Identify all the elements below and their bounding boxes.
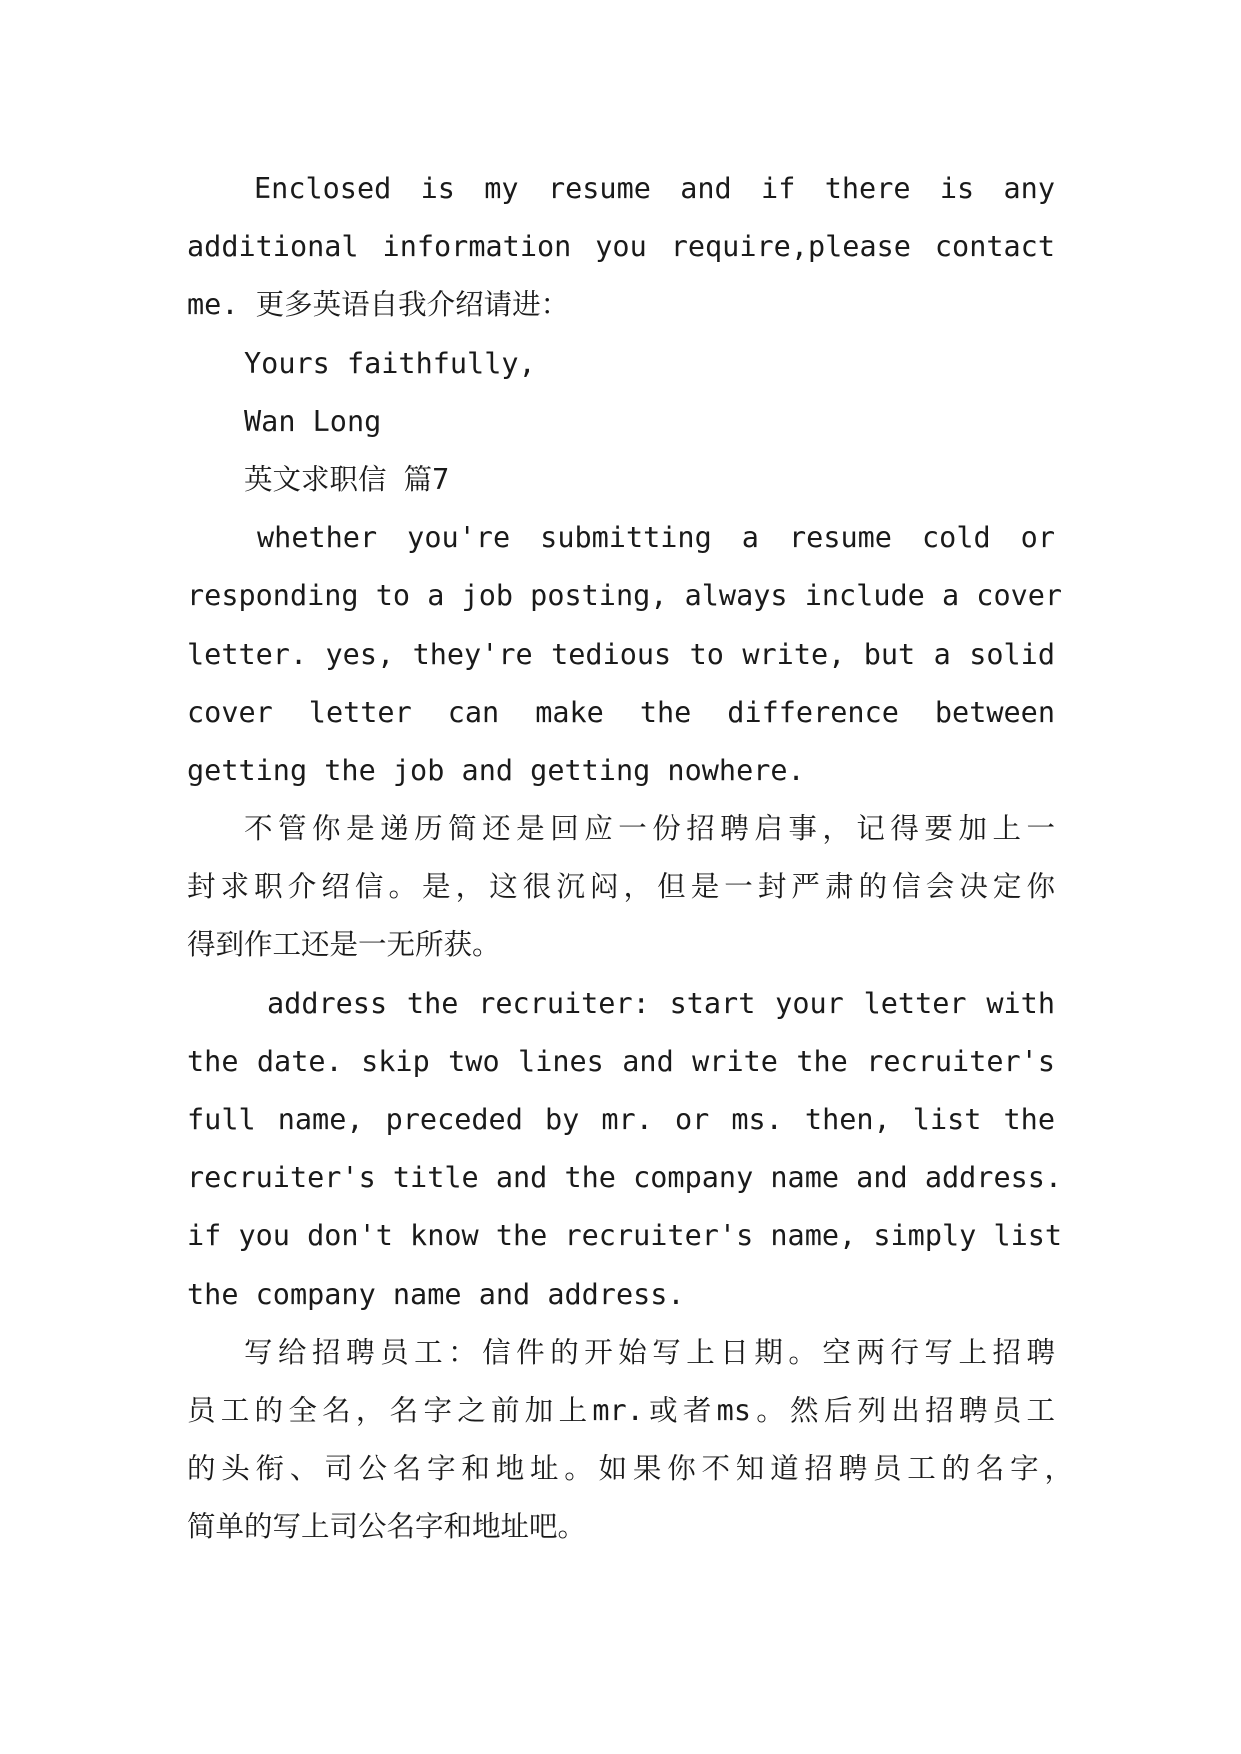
text-line: 不管你是递历简还是回应一份招聘启事，记得要加上一 bbox=[244, 812, 1055, 846]
text-line: letter. yes, they're tedious to write, but a solid bbox=[187, 637, 1055, 671]
text-line: if you don't know the recruiter's name, simply list bbox=[187, 1219, 1063, 1253]
text-line: responding to a job posting, always include a cover bbox=[187, 579, 1063, 613]
text-line: full name, preceded by mr. or ms. then, list the bbox=[187, 1103, 1055, 1136]
text-line: me. 更多英语自我介绍请进： bbox=[187, 288, 570, 322]
text-line: address the recruiter: start your letter with bbox=[267, 986, 1055, 1020]
text-line: recruiter's title and the company name and address. bbox=[187, 1161, 1063, 1195]
text-line: getting the job and getting nowhere. bbox=[187, 753, 805, 787]
text-line: cover letter can make the difference between bbox=[187, 695, 1055, 729]
text-line: the company name and address. bbox=[187, 1277, 685, 1311]
text-line: 的头衔、司公名字和地址。如果你不知道招聘员工的名字， bbox=[187, 1452, 1073, 1486]
text-line: whether you're submitting a resume cold or bbox=[257, 521, 1055, 555]
text-line: Enclosed is my resume and if there is any bbox=[254, 172, 1055, 205]
text-line: 写给招聘员工：信件的开始写上日期。空两行写上招聘 bbox=[244, 1335, 1055, 1369]
text-line: 封求职介绍信。是，这很沉闷，但是一封严肃的信会决定你 bbox=[187, 870, 1055, 904]
section-heading: 英文求职信 篇7 bbox=[244, 462, 450, 496]
closing-line: Yours faithfully, bbox=[244, 346, 536, 380]
text-line: 员工的全名，名字之前加上mr.或者ms。然后列出招聘员工 bbox=[187, 1393, 1055, 1427]
text-line: the date. skip two lines and write the recruiter's bbox=[187, 1044, 1055, 1078]
text-line: 简单的写上司公名字和地址吧。 bbox=[187, 1510, 587, 1544]
document-body bbox=[187, 160, 1073, 1557]
text-line: additional information you require,please contact bbox=[187, 230, 1055, 264]
signature-name: Wan Long bbox=[244, 404, 382, 438]
text-line: 得到作工还是一无所获。 bbox=[187, 928, 501, 962]
